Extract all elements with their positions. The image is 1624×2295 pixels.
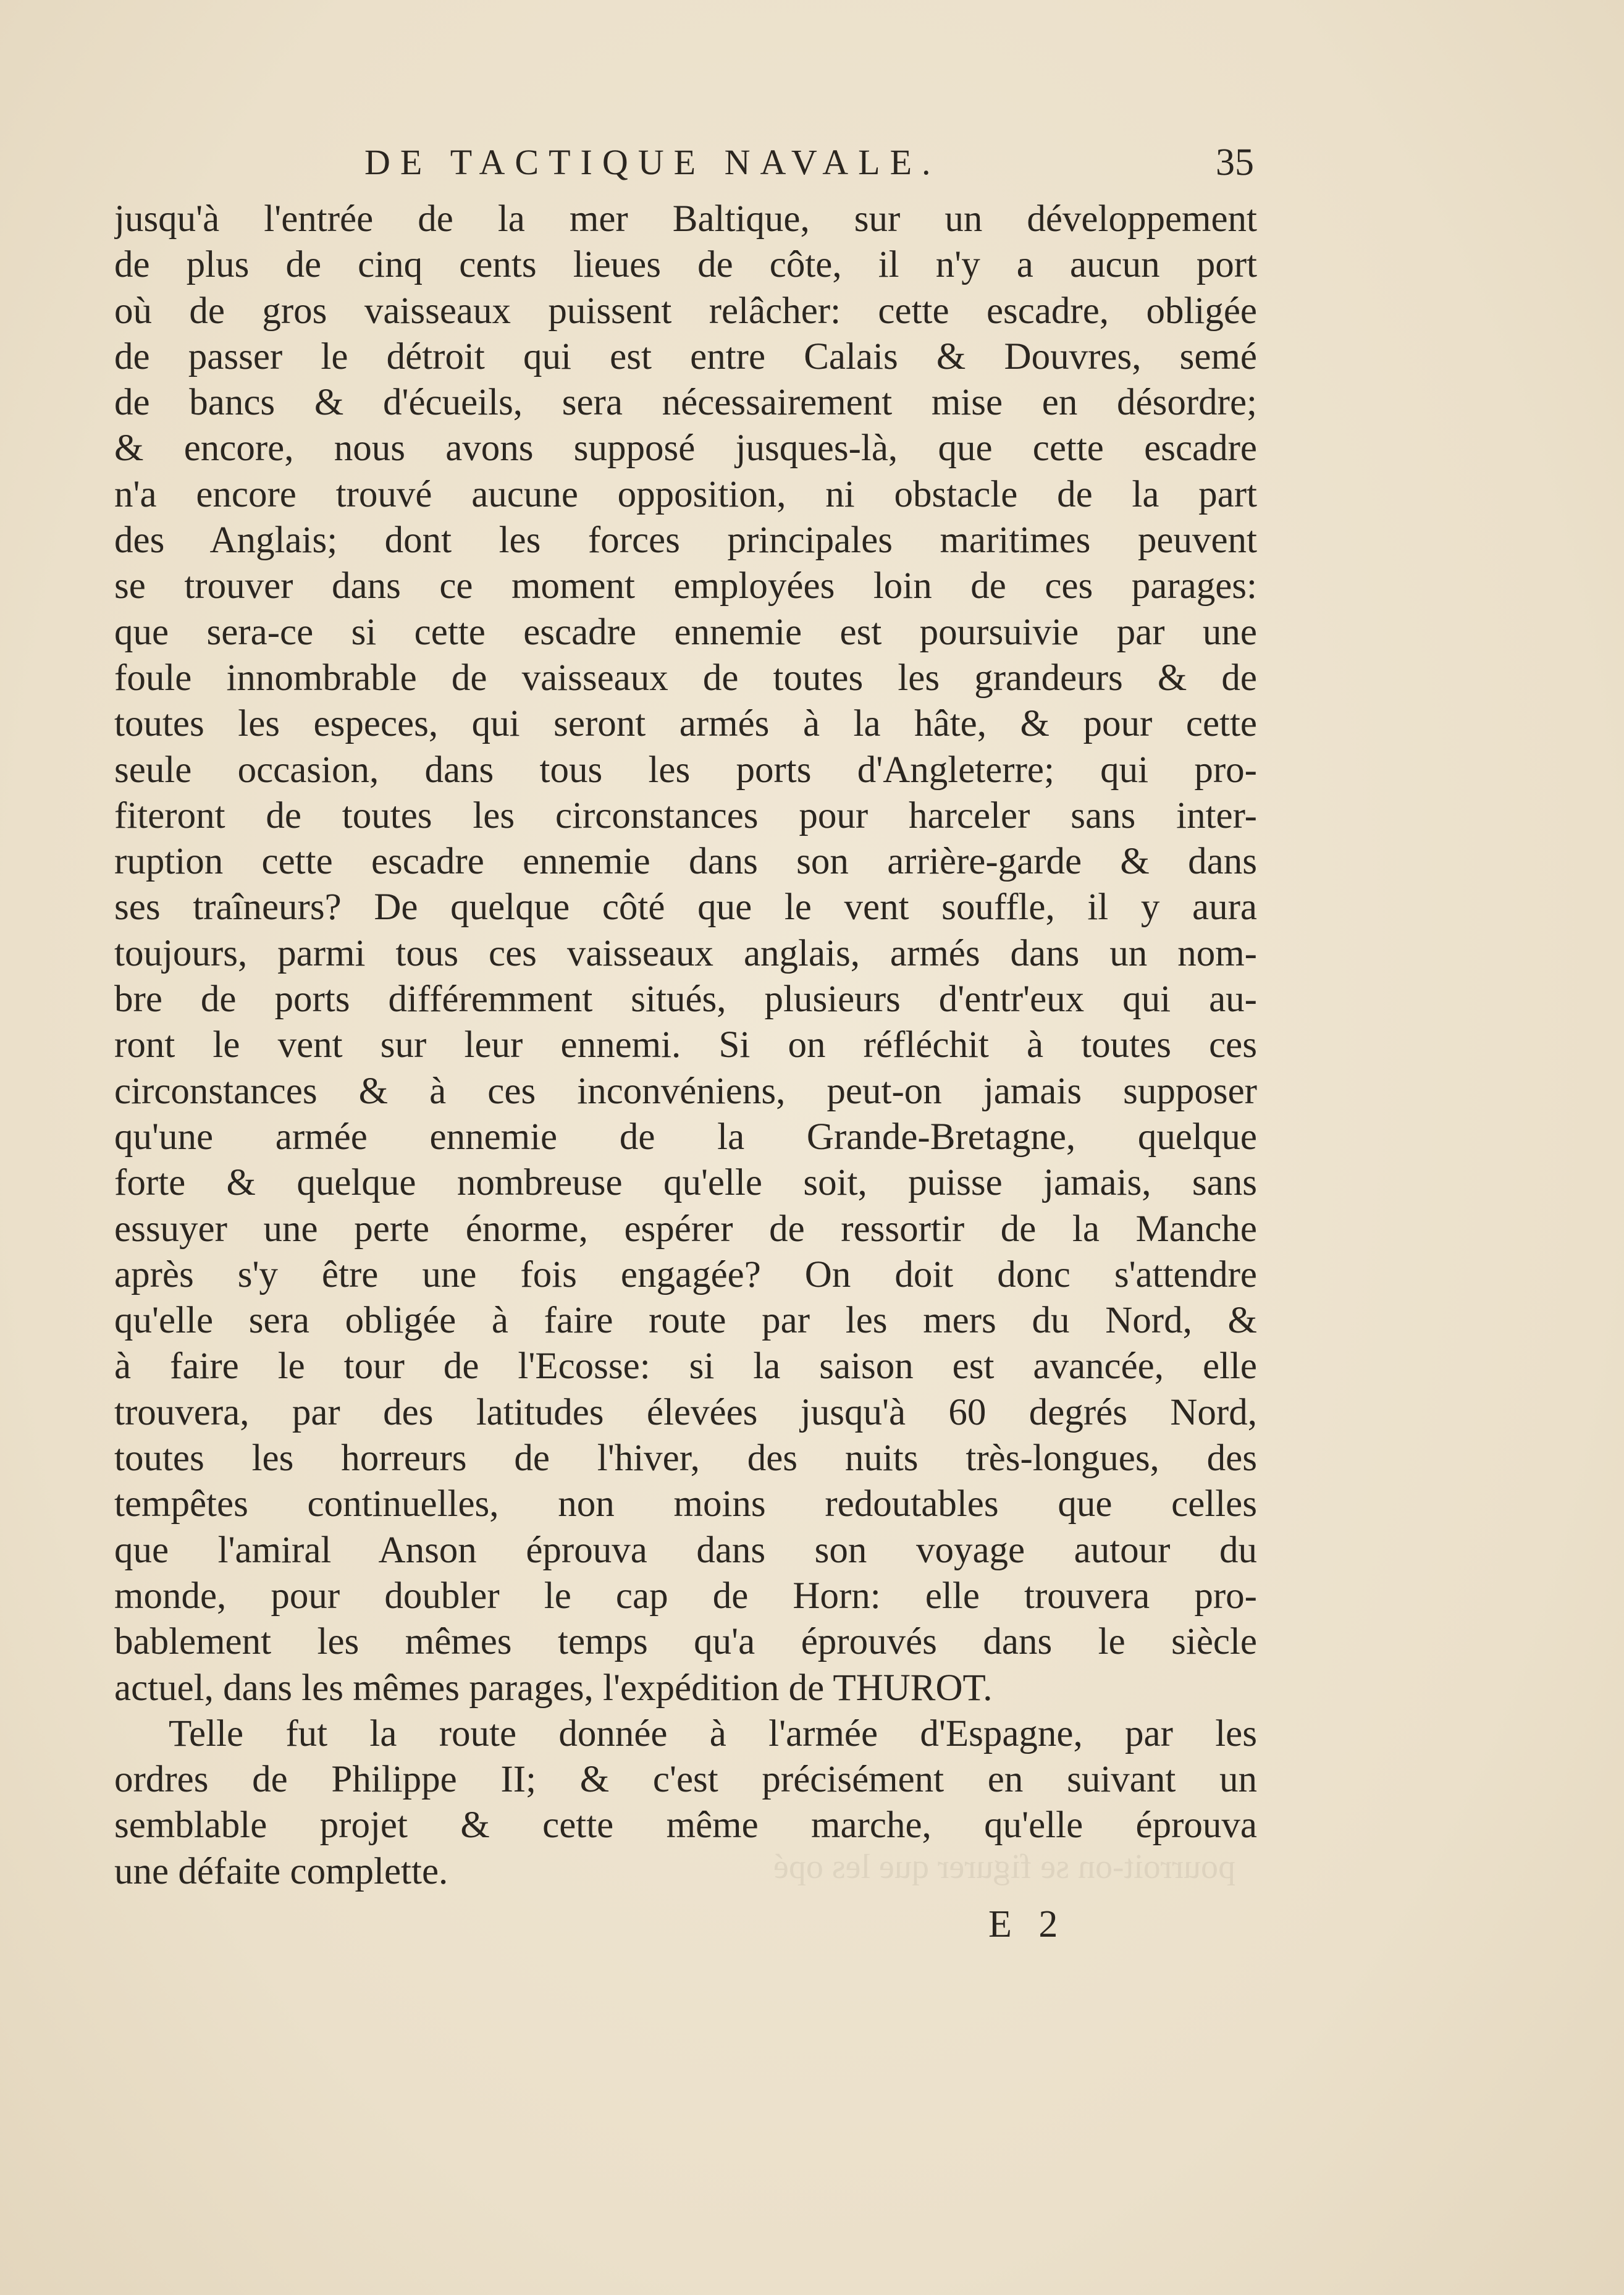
text-line: des Anglais; dont les forces principales maritimes peuvent	[114, 520, 1257, 562]
text-line: de bancs & d'écueils, sera nécessairement mise en désordre;	[114, 382, 1257, 424]
show-through-text: pourroit-on se figurer que les opé	[773, 1848, 1235, 1886]
text-line: toutes les horreurs de l'hiver, des nuits très-longues, des	[114, 1438, 1257, 1480]
text-line: Telle fut la route donnée à l'armée d'Espagne, par les	[169, 1712, 1257, 1754]
signature-mark: E 2	[988, 1903, 1067, 1945]
text-line: bablement les mêmes temps qu'a éprouvés dans le siècle	[114, 1621, 1257, 1663]
text-line: foule innombrable de vaisseaux de toutes les grandeurs & de	[114, 657, 1257, 699]
text-line: toutes les especes, qui seront armés à la hâte, & pour cette	[114, 703, 1257, 745]
text-line: de plus de cinq cents lieues de côte, il n'y a aucun port	[114, 244, 1257, 286]
text-line: seule occasion, dans tous les ports d'Angleterre; qui pro-	[114, 749, 1257, 791]
text-line: semblable projet & cette même marche, qu'elle éprouva	[114, 1804, 1257, 1847]
text-line: qu'une armée ennemie de la Grande-Bretagne, quelque	[114, 1116, 1257, 1158]
text-line: ses traîneurs? De quelque côté que le vent souffle, il y aura	[114, 886, 1257, 929]
paragraph-container	[114, 196, 1257, 1895]
text-line: toujours, parmi tous ces vaisseaux anglais, armés dans un nom-	[114, 932, 1257, 974]
page-number: 35	[1216, 141, 1254, 183]
text-line: se trouver dans ce moment employées loin de ces parages:	[114, 565, 1257, 607]
text-line: ront le vent sur leur ennemi. Si on réfléchit à toutes ces	[114, 1024, 1257, 1066]
text-line: à faire le tour de l'Ecosse: si la saison est avancée, elle	[114, 1345, 1257, 1388]
text-line: tempêtes continuelles, non moins redoutables que celles	[114, 1483, 1257, 1525]
text-line: bre de ports différemment situés, plusieurs d'entr'eux qui au-	[114, 979, 1257, 1021]
text-line: fiteront de toutes les circonstances pour harceler sans inter-	[114, 794, 1257, 836]
text-line: de passer le détroit qui est entre Calais & Douvres, semé	[114, 335, 1257, 377]
text-line: essuyer une perte énorme, espérer de ressortir de la Manche	[114, 1208, 1257, 1250]
text-line: forte & quelque nombreuse qu'elle soit, puisse jamais, sans	[114, 1162, 1257, 1204]
text-line: circonstances & à ces inconvéniens, peut-on jamais supposer	[114, 1070, 1257, 1112]
text-line: après s'y être une fois engagée? On doit donc s'attendre	[114, 1253, 1257, 1295]
text-line: qu'elle sera obligée à faire route par les mers du Nord, &	[114, 1300, 1257, 1342]
text-line: ruption cette escadre ennemie dans son arrière-garde & dans	[114, 841, 1257, 883]
text-line: où de gros vaisseaux puissent relâcher: cette escadre, obligée	[114, 290, 1257, 332]
text-line: n'a encore trouvé aucune opposition, ni obstacle de la part	[114, 473, 1257, 515]
running-title: DE TACTIQUE NAVALE.	[364, 142, 941, 182]
running-head	[117, 135, 1254, 190]
body-text	[114, 196, 1257, 1895]
text-line: que sera-ce si cette escadre ennemie est poursuivie par une	[114, 611, 1257, 653]
text-line: trouvera, par des latitudes élevées jusqu'à 60 degrés Nord,	[114, 1391, 1257, 1433]
text-line: une défaite complette.	[114, 1850, 448, 1892]
text-line: que l'amiral Anson éprouva dans son voyage autour du	[114, 1529, 1257, 1571]
text-line: jusqu'à l'entrée de la mer Baltique, sur un développement	[114, 198, 1257, 240]
text-line: ordres de Philippe II; & c'est précisément en suivant un	[114, 1759, 1257, 1801]
text-line: & encore, nous avons supposé jusques-là, que cette escadre	[114, 427, 1257, 470]
text-line: monde, pour doubler le cap de Horn: elle trouvera pro-	[114, 1575, 1257, 1617]
text-line: actuel, dans les mêmes parages, l'expédition de THUROT.	[114, 1667, 993, 1709]
